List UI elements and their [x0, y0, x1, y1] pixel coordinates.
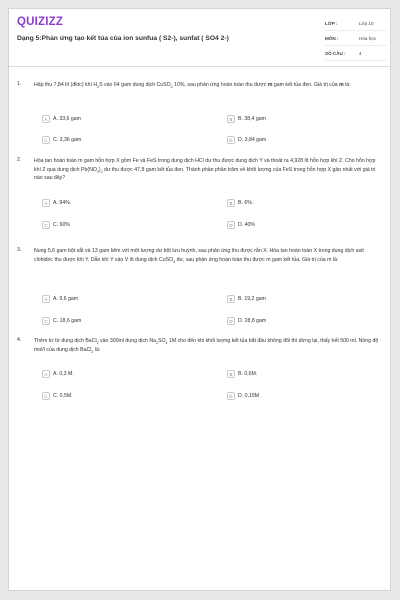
option-text: D. 40%	[238, 222, 256, 228]
option-letter: A	[42, 199, 50, 207]
option-text: A. 0,3 M.	[53, 371, 74, 377]
option-a[interactable]	[42, 115, 81, 123]
question-number: 1.	[17, 81, 22, 87]
question-text: Hòa tan hoàn toàn m gam hỗn hợp X gồm Fe và FeS trong dung dịch HCl dư thu được dung dịch Y và thoát ra 4,928 lít hỗn hợp khí Z. Cho hỗn hợp khí Z qua dung dịch $Pb(NO_3)_2$ dư thu được 47,8 gam kết tủa đen. Thành phần phần trăm về khối lượng của FeS trong hỗn hợp X gần nhất với giá trị nào sau đây?	[34, 158, 376, 181]
option-b[interactable]	[227, 295, 266, 303]
option-text: C. 0,5M.	[53, 393, 73, 399]
option-text: D. 28,8 gam	[238, 318, 267, 324]
worksheet-meta	[325, 16, 387, 61]
option-letter: C	[42, 392, 50, 400]
option-letter: B	[227, 295, 235, 303]
question-2	[17, 157, 382, 228]
option-letter: D	[227, 136, 235, 144]
worksheet-title: Dạng 5:Phản ứng tạo kết tủa của ion sunfua ( S2-), sunfat ( SO4 2-)	[17, 35, 229, 42]
option-d[interactable]	[227, 317, 266, 325]
quizizz-logo: QUIZIZZ	[17, 16, 64, 28]
option-text: D. 3,84 gam	[238, 137, 267, 143]
option-b[interactable]	[227, 370, 257, 378]
option-letter: B	[227, 115, 235, 123]
question-4	[17, 337, 382, 399]
option-letter: B	[227, 199, 235, 207]
option-letter: C	[42, 317, 50, 325]
option-a[interactable]	[42, 295, 78, 303]
meta-label: MÔN :	[325, 35, 339, 41]
option-text: B. 6%.	[238, 200, 254, 206]
meta-value: 4	[359, 50, 362, 56]
option-d[interactable]	[227, 221, 255, 229]
option-letter: D	[227, 392, 235, 400]
option-a[interactable]	[42, 370, 74, 378]
option-d[interactable]	[227, 392, 259, 400]
question-number: 4.	[17, 337, 22, 343]
option-letter: C	[42, 221, 50, 229]
option-letter: A	[42, 370, 50, 378]
option-letter: D	[227, 317, 235, 325]
option-text: C. 60%	[53, 222, 71, 228]
option-text: C. 3,36 gam	[53, 137, 82, 143]
option-b[interactable]	[227, 199, 253, 207]
option-letter: C	[42, 136, 50, 144]
question-1	[17, 81, 382, 143]
option-c[interactable]	[42, 221, 70, 229]
meta-row-class	[325, 16, 387, 31]
meta-row-count	[325, 46, 387, 61]
option-c[interactable]	[42, 392, 73, 400]
option-text: B. 0,6M.	[238, 371, 258, 377]
option-text: B. 38,4 gam	[238, 116, 266, 122]
worksheet-page	[8, 8, 391, 591]
option-b[interactable]	[227, 115, 266, 123]
option-text: B. 19,2 gam	[238, 296, 266, 302]
meta-label: LỚP :	[325, 20, 338, 26]
option-text: D. 0,15M	[238, 393, 260, 399]
option-d[interactable]	[227, 136, 266, 144]
question-number: 3.	[17, 247, 22, 253]
option-text: A. 94%.	[53, 200, 72, 206]
question-text: Nung 5,6 gam bột sắt và 13 gam kẽm với một lượng dư bột lưu huỳnh, sau phản ứng thu được rắn X. Hòa tan hoàn toàn X trong dung dịch axit clohidric thu được khí Y. Dẫn khí Y vào V lít dung dịch CuSO$_4$ dư, sau phản ứng hoàn toàn thu được m gam kết tủa. Giá trị của m là:	[34, 248, 364, 264]
question-3	[17, 247, 382, 324]
option-letter: A	[42, 295, 50, 303]
option-letter: B	[227, 370, 235, 378]
option-text: A. 33,6 gam	[53, 116, 81, 122]
option-letter: A	[42, 115, 50, 123]
question-text: Hấp thụ 7,84 lít (đktc) khí $H_2S$ vào 64 gam dung dịch CuSO$_4$ 10%, sau phản ứng hoàn toàn thu được m gam kết tủa đen. Giá trị của m là:	[34, 82, 351, 90]
option-c[interactable]	[42, 136, 81, 144]
header-divider	[9, 66, 390, 67]
option-text: C. 18,6 gam	[53, 318, 82, 324]
option-letter: D	[227, 221, 235, 229]
question-number: 2.	[17, 157, 22, 163]
option-a[interactable]	[42, 199, 71, 207]
meta-label: SỐ CÂU :	[325, 50, 346, 56]
option-text: A. 9,6 gam	[53, 296, 79, 302]
meta-value: Lớp 10	[359, 20, 374, 26]
option-c[interactable]	[42, 317, 81, 325]
meta-row-subject	[325, 31, 387, 46]
meta-value: Hóa học	[359, 35, 377, 41]
question-text: Thêm từ từ dung dịch BaCl$_2$ vào 300ml dung dịch $Na_2SO_4$ 1M cho đến khi khối lượng kết tủa bắt đầu không đổi thì dừng lại, thấy hết 500 ml. Nồng độ mol/l của dung dịch BaCl$_2$ là:	[34, 338, 379, 354]
